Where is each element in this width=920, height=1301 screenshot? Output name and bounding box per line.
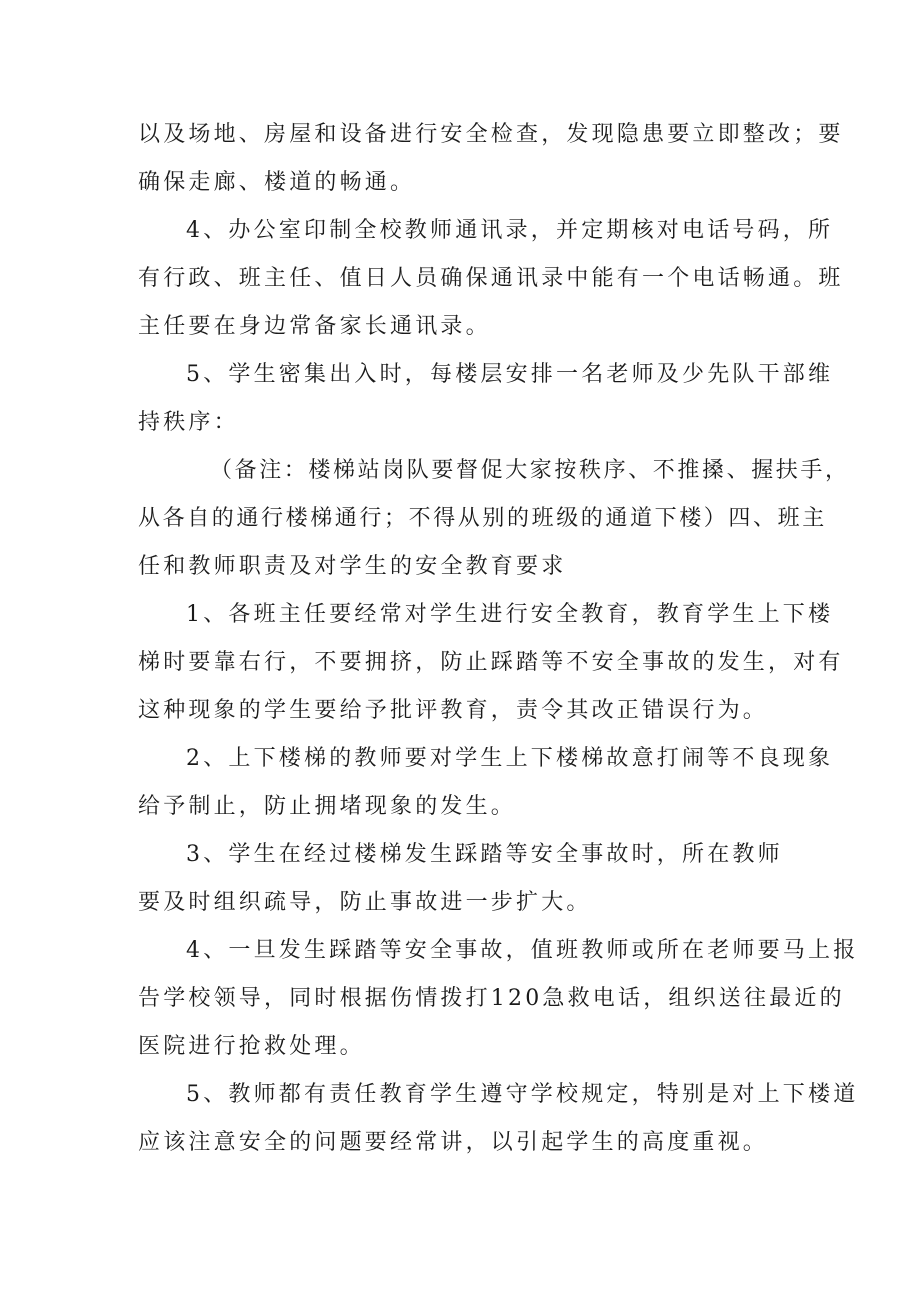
text-line: 医院进行抢救处理。 xyxy=(138,1034,365,1059)
text-line: 要及时组织疏导，防止事故进一步扩大。 xyxy=(138,890,592,915)
text-line: 2、上下楼梯的教师要对学生上下楼梯故意打闹等不良现象 xyxy=(186,746,834,771)
text-line: （备注：楼梯站岗队要督促大家按秩序、不推搡、握扶手， xyxy=(210,458,850,483)
text-line: 梯时要靠右行，不要拥挤，防止踩踏等不安全事故的发生，对有 xyxy=(138,650,844,675)
text-line: 有行政、班主任、值日人员确保通讯录中能有一个电话畅通。班 xyxy=(138,266,844,291)
text-line: 4、一旦发生踩踏等安全事故，值班教师或所在老师要马上报 xyxy=(186,938,859,963)
text-line: 5、学生密集出入时，每楼层安排一名老师及少先队干部维 xyxy=(186,362,834,387)
text-line: 主任要在身边常备家长通讯录。 xyxy=(138,314,491,339)
text-line: 应该注意安全的问题要经常讲，以引起学生的高度重视。 xyxy=(138,1130,769,1155)
text-line: 告学校领导，同时根据伤情拨打120急救电话，组织送往最近的 xyxy=(138,986,845,1011)
text-line: 确保走廊、楼道的畅通。 xyxy=(138,170,416,195)
text-line: 任和教师职责及对学生的安全教育要求 xyxy=(138,554,567,579)
text-line: 3、学生在经过楼梯发生踩踏等安全事故时，所在教师 xyxy=(186,842,783,867)
text-line: 5、教师都有责任教育学生遵守学校规定，特别是对上下楼道 xyxy=(186,1082,859,1107)
text-line: 从各自的通行楼梯通行；不得从别的班级的通道下楼）四、班主 xyxy=(138,506,827,531)
text-line: 持秩序： xyxy=(138,410,239,435)
text-line: 1、各班主任要经常对学生进行安全教育，教育学生上下楼 xyxy=(186,602,834,627)
text-line: 这种现象的学生要给予批评教育，责令其改正错误行为。 xyxy=(138,698,769,723)
text-line: 给予制止，防止拥堵现象的发生。 xyxy=(138,794,517,819)
text-line: 以及场地、房屋和设备进行安全检查，发现隐患要立即整改；要 xyxy=(138,122,844,147)
text-line: 4、办公室印制全校教师通讯录，并定期核对电话号码，所 xyxy=(186,218,834,243)
